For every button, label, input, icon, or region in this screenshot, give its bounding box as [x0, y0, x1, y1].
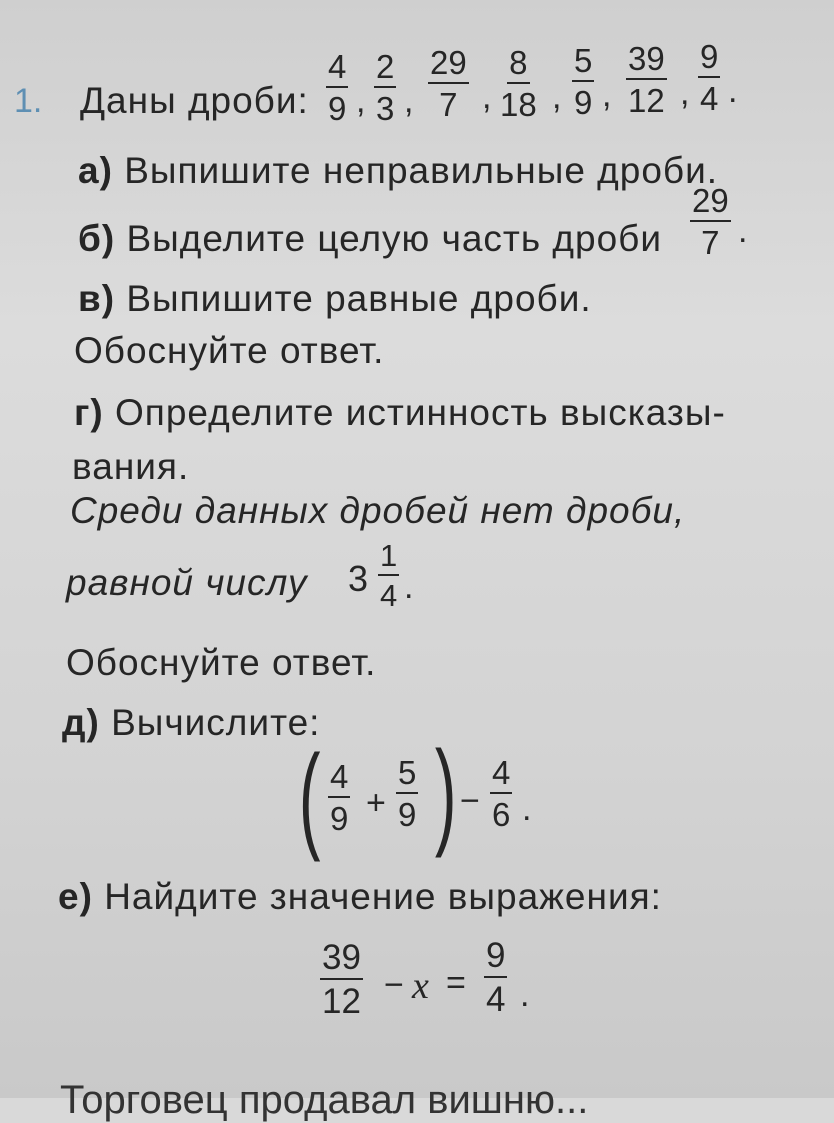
- fraction-3: $\frac{29}{7}$: [430, 44, 467, 123]
- textbook-page: 1. Даны дроби: $\frac{4}{9}$ , $\frac{2}{3}$ , $\frac{29}{7}$ , $\frac{8}{18}$ , $\frac{5}{9}$ , $\frac{39}{12}$ , $\frac{9}{4}$ . а) Выпишите неправильные дроби. б) Выделите целую часть дроби $\frac{29}{7}$ . в) Выпишите равные дроби. Обоснуйте ответ. г) Определите истинность высказы- вания. Среди данных дробей нет дроби, равной числу 3 $\frac{1}{4}$ . Обоснуйте ответ. д) Вычислите: ( $\frac{4}{9}$ + $\frac{5}{9}$ ) − $\frac{4}{6}$ . е) Найдите значение выражения: $\frac{39}{12}$ − x = $\frac{9}{4}$ . Торговец продавал вишню...: [0, 0, 834, 1098]
- item-g-statement-2: равной числу: [66, 562, 308, 603]
- left-paren: (: [298, 731, 321, 863]
- fraction-2: $\frac{2}{3}$: [376, 48, 395, 127]
- op-equals: =: [446, 964, 466, 1002]
- item-g-statement: Среди данных дробей нет дроби,: [70, 490, 686, 531]
- variable-x: x: [412, 965, 429, 1007]
- right-paren: ): [434, 727, 457, 859]
- item-v-justify: Обоснуйте ответ.: [74, 330, 385, 371]
- next-problem-cut: Торговец продавал вишню...: [60, 1078, 589, 1122]
- item-g-justify: Обоснуйте ответ.: [66, 642, 377, 683]
- mixed-whole: 3: [348, 558, 369, 599]
- item-a: а) Выпишите неправильные дроби.: [78, 150, 719, 191]
- item-v: в) Выпишите равные дроби.: [78, 278, 592, 319]
- fraction-1: $\frac{4}{9}$: [328, 48, 347, 127]
- item-e: е) Найдите значение выражения:: [58, 876, 662, 917]
- fraction-5: $\frac{5}{9}$: [574, 42, 593, 121]
- fraction-7: $\frac{9}{4}$: [700, 38, 719, 117]
- op-minus-e: −: [384, 966, 404, 1004]
- problem-number: 1.: [14, 82, 43, 120]
- mixed-fraction: $\frac{1}{4}$: [380, 538, 398, 613]
- problem-intro: Даны дроби:: [80, 80, 309, 121]
- op-minus: −: [460, 782, 480, 820]
- expr-e-fraction-2: $\frac{9}{4}$: [486, 936, 506, 1019]
- fraction-6: $\frac{39}{12}$: [628, 40, 665, 119]
- item-d: д) Вычислите:: [62, 702, 321, 743]
- expr-d-fraction-3: $\frac{4}{6}$: [492, 754, 511, 833]
- expr-d-fraction-1: $\frac{4}{9}$: [330, 758, 349, 837]
- expr-e-fraction-1: $\frac{39}{12}$: [322, 938, 361, 1021]
- expr-d-fraction-2: $\frac{5}{9}$: [398, 754, 417, 833]
- fraction-4: $\frac{8}{18}$: [500, 44, 537, 123]
- item-g: г) Определите истинность высказы-: [74, 392, 726, 433]
- item-b: б) Выделите целую часть дроби: [78, 218, 663, 259]
- item-g-cont: вания.: [72, 446, 190, 487]
- op-plus: +: [366, 784, 386, 822]
- fraction-item-b: $\frac{29}{7}$: [692, 182, 729, 261]
